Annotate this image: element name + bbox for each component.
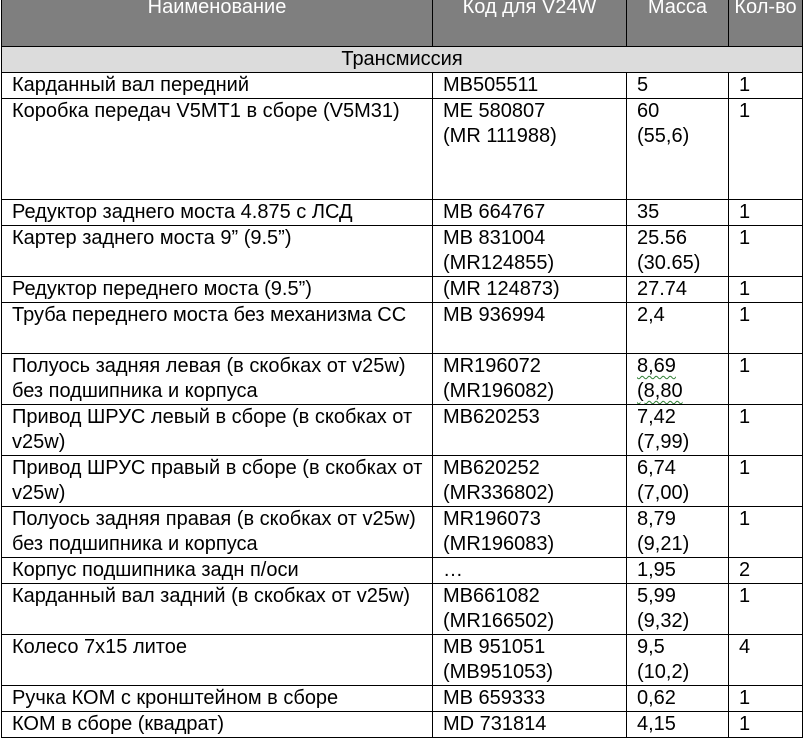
cell-mass: 60 (55,6) — [627, 99, 729, 200]
cell-mass: 27.74 — [627, 277, 729, 303]
cell-mass: 8,69 (8,80 — [627, 354, 729, 405]
cell-code: MB661082 (MR166502) — [433, 584, 627, 635]
table-row — [2, 73, 803, 99]
cell-code: MB 831004 (MR124855) — [433, 226, 627, 277]
cell-mass: 5 — [627, 73, 729, 99]
cell-mass: 2,4 — [627, 303, 729, 354]
cell-code: MB620253 — [433, 405, 627, 456]
table-row — [2, 584, 803, 635]
header-mass: Масса — [627, 0, 729, 47]
cell-code: MB 664767 — [433, 200, 627, 226]
cell-qty: 1 — [729, 226, 803, 277]
cell-qty: 1 — [729, 507, 803, 558]
cell-mass: 25.56 (30.65) — [627, 226, 729, 277]
header-code: Код для V24W — [433, 0, 627, 47]
cell-name: Привод ШРУС левый в сборе (в скобках от v25w) — [2, 405, 433, 456]
cell-code: MR196072 (MR196082) — [433, 354, 627, 405]
table-row — [2, 558, 803, 584]
table-row — [2, 303, 803, 354]
table-row — [2, 200, 803, 226]
cell-mass: 1,95 — [627, 558, 729, 584]
cell-code: MD 731814 — [433, 712, 627, 738]
cell-name: Карданный вал передний — [2, 73, 433, 99]
table-row — [2, 226, 803, 277]
cell-code: MB505511 — [433, 73, 627, 99]
cell-name: Привод ШРУС правый в сборе (в скобках от v25w) — [2, 456, 433, 507]
cell-code: ME 580807 (MR 111988) — [433, 99, 627, 200]
cell-name: Коробка передач V5MT1 в сборе (V5M31) — [2, 99, 433, 200]
section-title: Трансмиссия — [2, 47, 803, 73]
table-row — [2, 686, 803, 712]
cell-name: Ручка КОМ с кронштейном в сборе — [2, 686, 433, 712]
cell-mass: 35 — [627, 200, 729, 226]
cell-qty: 1 — [729, 712, 803, 738]
table-row — [2, 507, 803, 558]
cell-qty: 1 — [729, 277, 803, 303]
cell-mass: 4,15 — [627, 712, 729, 738]
header-name: Наименование — [2, 0, 433, 47]
cell-qty: 1 — [729, 200, 803, 226]
header-row — [2, 0, 803, 47]
cell-code: MB 936994 — [433, 303, 627, 354]
cell-qty: 1 — [729, 303, 803, 354]
cell-name: Редуктор переднего моста (9.5”) — [2, 277, 433, 303]
cell-name: Картер заднего моста 9” (9.5”) — [2, 226, 433, 277]
cell-name: Труба переднего моста без механизма СС — [2, 303, 433, 354]
cell-qty: 1 — [729, 99, 803, 200]
section-row — [2, 47, 803, 73]
cell-mass: 9,5 (10,2) — [627, 635, 729, 686]
cell-name: Корпус подшипника задн п/оси — [2, 558, 433, 584]
cell-qty: 1 — [729, 73, 803, 99]
cell-qty: 1 — [729, 584, 803, 635]
cell-name: Полуось задняя левая (в скобках от v25w) без подшипника и корпуса — [2, 354, 433, 405]
cell-name: Колесо 7х15 литое — [2, 635, 433, 686]
cell-name: Редуктор заднего моста 4.875 с ЛСД — [2, 200, 433, 226]
cell-mass: 8,79 (9,21) — [627, 507, 729, 558]
cell-code: MB 659333 — [433, 686, 627, 712]
cell-mass: 5,99 (9,32) — [627, 584, 729, 635]
cell-code: … — [433, 558, 627, 584]
cell-mass: 7,42 (7,99) — [627, 405, 729, 456]
cell-code: MR196073 (MR196083) — [433, 507, 627, 558]
cell-code: MB620252 (MR336802) — [433, 456, 627, 507]
cell-qty: 1 — [729, 354, 803, 405]
table-row — [2, 405, 803, 456]
cell-qty: 1 — [729, 405, 803, 456]
cell-qty: 4 — [729, 635, 803, 686]
cell-code: (MR 124873) — [433, 277, 627, 303]
table-row — [2, 277, 803, 303]
cell-qty: 1 — [729, 686, 803, 712]
table-row — [2, 456, 803, 507]
cell-mass: 6,74 (7,00) — [627, 456, 729, 507]
cell-qty: 1 — [729, 456, 803, 507]
cell-mass: 0,62 — [627, 686, 729, 712]
table-row — [2, 99, 803, 200]
header-qty: Кол-во — [729, 0, 803, 47]
table-row — [2, 712, 803, 738]
cell-name: Полуось задняя правая (в скобках от v25w) без подшипника и корпуса — [2, 507, 433, 558]
parts-table — [1, 0, 803, 738]
table-row — [2, 354, 803, 405]
cell-name: Карданный вал задний (в скобках от v25w) — [2, 584, 433, 635]
cell-code: MB 951051 (MB951053) — [433, 635, 627, 686]
cell-name: КОМ в сборе (квадрат) — [2, 712, 433, 738]
table-row — [2, 635, 803, 686]
cell-qty: 2 — [729, 558, 803, 584]
